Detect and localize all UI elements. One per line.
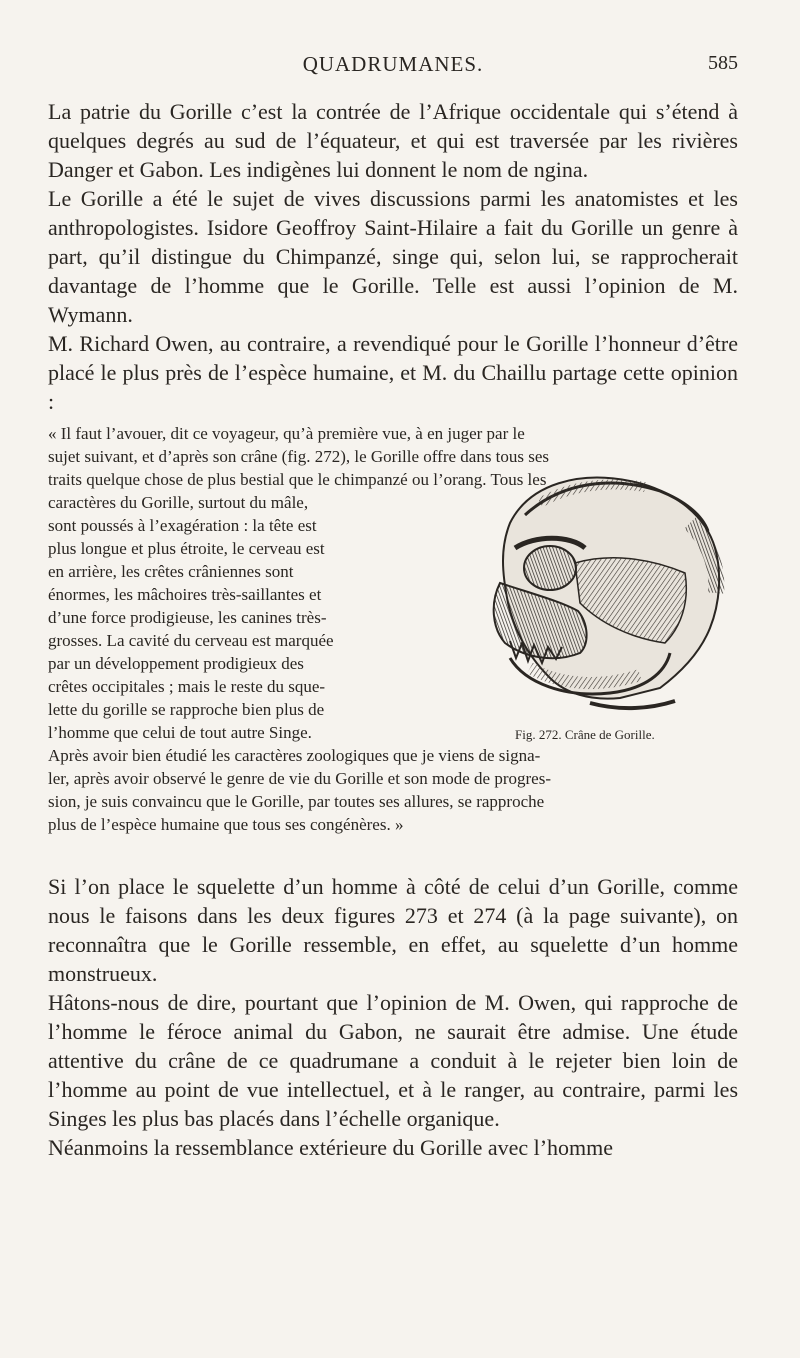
gorilla-skull-figure: [470, 453, 738, 753]
paragraph: Hâtons-nous de dire, pourtant que l’opinion de M. Owen, qui rapproche de l’homme le féroce animal du Gabon, ne saurait être admise. Une étude attentive du crâne de ce quadrumane a conduit à le rejeter bien loin de l’homme au point de vue intellectuel, et à le ranger, au contraire, parmi les Singes les plus bas placés dans l’échelle organique.: [48, 990, 738, 1131]
quote-line: par un développement prodigieux des: [48, 654, 304, 673]
quote-line: caractères du Gorille, surtout du mâle,: [48, 493, 309, 512]
quote-line: sujet suivant, et d’après son crâne (fig. 272), le Gorille offre dans tous ses: [48, 447, 550, 466]
quote-line: Après avoir bien étudié les caractères zoologiques que je viens de signa-: [48, 746, 541, 765]
quote-line: grosses. La cavité du cerveau est marquée: [48, 631, 334, 650]
figure-caption: Fig. 272. Crâne de Gorille.: [515, 727, 655, 742]
quote-narrow-column: [48, 491, 458, 744]
quote-line: l’homme que celui de tout autre Singe.: [48, 723, 312, 742]
paragraph: Néanmoins la ressemblance extérieure du Gorille avec l’homme: [48, 1135, 614, 1160]
text-block-bottom: [48, 872, 738, 1162]
paragraph: M. Richard Owen, au contraire, a revendiqué pour le Gorille l’honneur d’être placé le plus près de l’espèce humaine, et M. du Chaillu partage cette opinion :: [48, 331, 738, 414]
quote-line: « Il faut l’avouer, dit ce voyageur, qu’à première vue, à en juger par le: [48, 424, 525, 443]
quote-line: plus de l’espèce humaine que tous ses congénères. »: [48, 815, 404, 834]
quote-line: en arrière, les crêtes crâniennes sont: [48, 562, 294, 581]
paragraph: Si l’on place le squelette d’un homme à côté de celui d’un Gorille, comme nous le faisons dans les deux figures 273 et 274 (à la page suivante), on reconnaîtra que le Gorille ressemble, en effet, au squelette d’un homme monstrueux.: [48, 874, 738, 986]
quote-line: ler, après avoir observé le genre de vie du Gorille et son mode de progres-: [48, 769, 551, 788]
quote-line: traits quelque chose de plus bestial que le chimpanzé ou l’orang. Tous les: [48, 470, 547, 489]
text-block-top: [48, 97, 738, 416]
page-header: [48, 52, 738, 82]
quote-line: crêtes occipitales ; mais le reste du sque-: [48, 677, 326, 696]
paragraph: La patrie du Gorille c’est la contrée de l’Afrique occidentale qui s’étend à quelques degrés au sud de l’équateur, et qui est traversée par les rivières Danger et Gabon. Les indigènes lui donnent le nom de ngina.: [48, 99, 738, 182]
quote-line: sont poussés à l’exagération : la tête est: [48, 516, 317, 535]
quote-line: énormes, les mâchoires très-saillantes et: [48, 585, 322, 604]
page-number: 585: [708, 52, 738, 74]
paragraph: Le Gorille a été le sujet de vives discussions parmi les anatomistes et les anthropologistes. Isidore Geoffroy Saint-Hilaire a fait du Gorille un genre à part, qu’il distingue du Chimpanzé, singe qui, selon lui, se rapprocherait davantage de l’homme que le Gorille. Telle est aussi l’opinion de M. Wymann.: [48, 186, 738, 327]
gorilla-skull-icon: [470, 453, 738, 723]
quote-line: lette du gorille se rapproche bien plus de: [48, 700, 325, 719]
running-title: QUADRUMANES.: [302, 52, 484, 76]
quote-line: d’une force prodigieuse, les canines très-: [48, 608, 327, 627]
quote-line: sion, je suis convaincu que le Gorille, par toutes ses allures, se rapproche: [48, 792, 545, 811]
quote-line: plus longue et plus étroite, le cerveau est: [48, 539, 325, 558]
